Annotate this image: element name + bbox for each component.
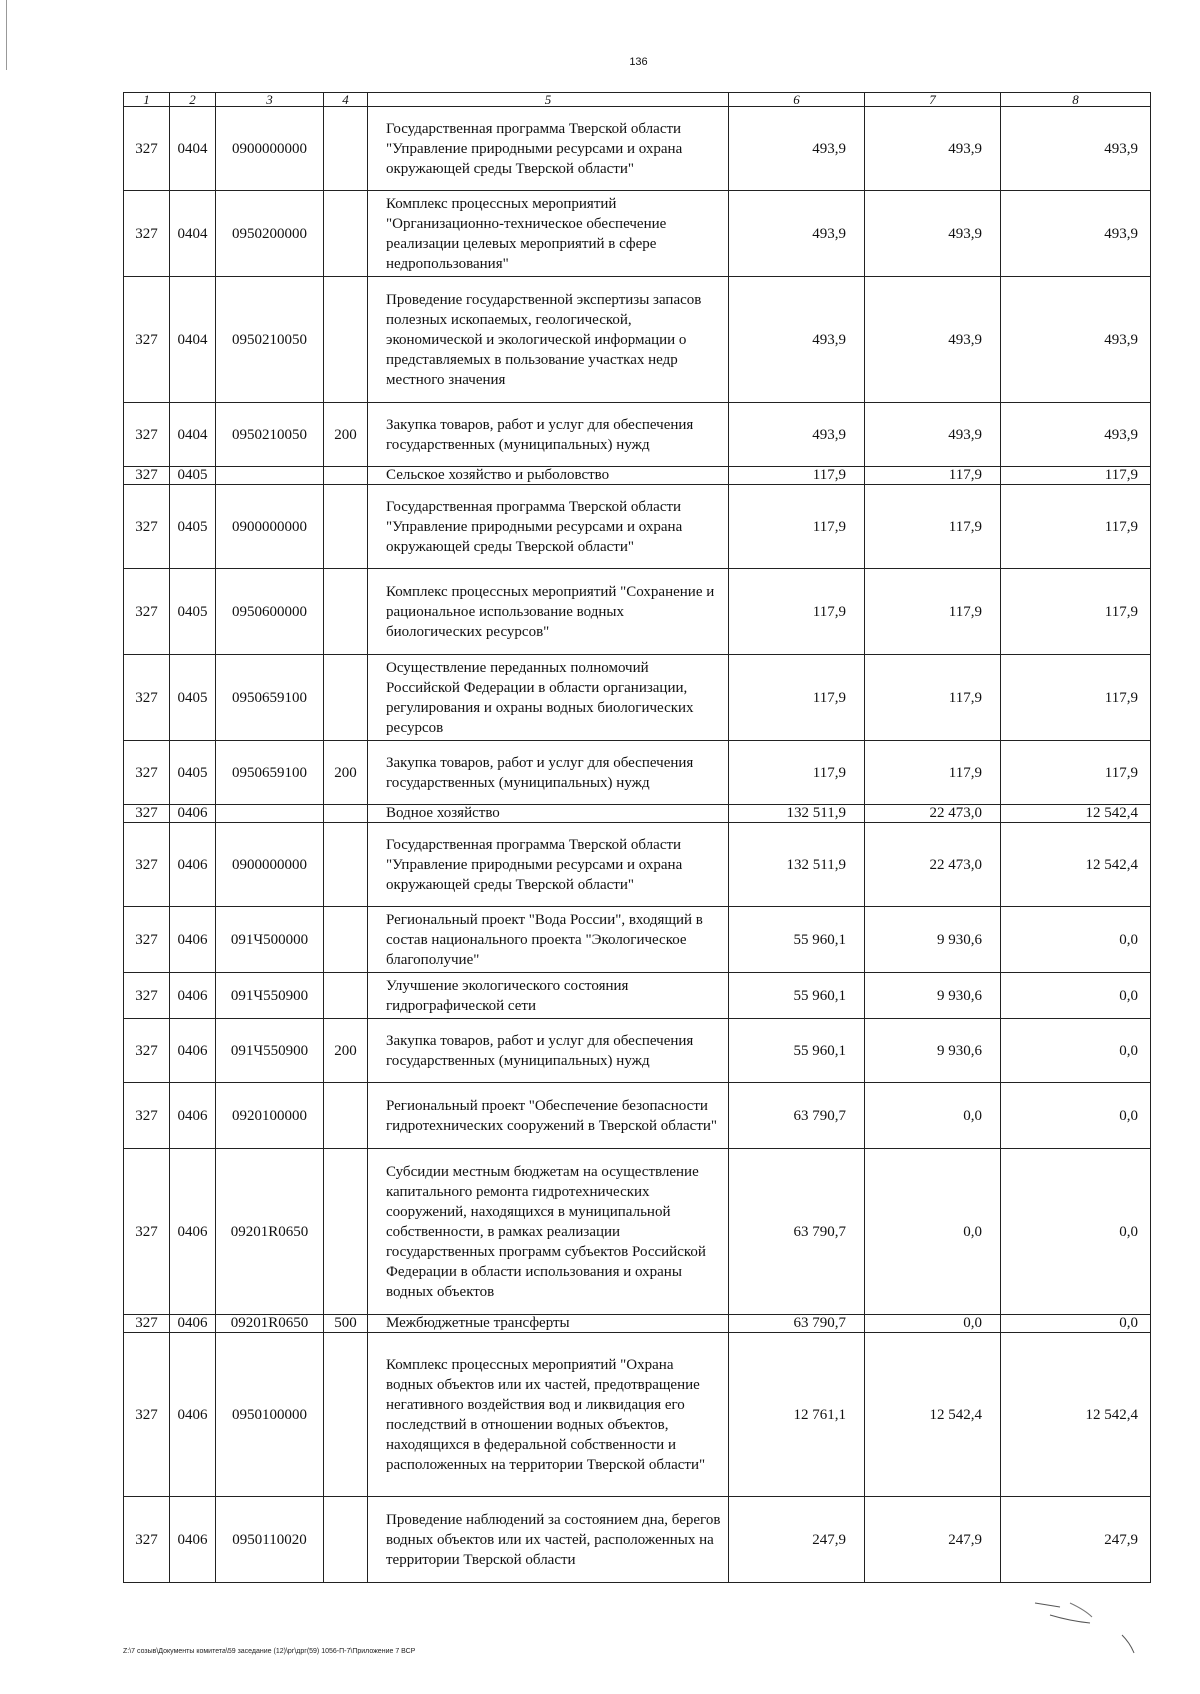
cell-subsection: 0405	[170, 741, 216, 805]
cell-name: Межбюджетные трансферты	[368, 1315, 729, 1333]
cell-subsection: 0406	[170, 805, 216, 823]
col-header-3: 3	[216, 93, 324, 107]
cell-expense-type: 500	[324, 1315, 368, 1333]
cell-expense-type	[324, 823, 368, 907]
cell-section: 327	[124, 1083, 170, 1149]
cell-subsection: 0406	[170, 1497, 216, 1583]
cell-amount-year-3: 247,9	[1001, 1497, 1151, 1583]
cell-amount-year-2: 493,9	[865, 107, 1001, 191]
cell-subsection: 0405	[170, 467, 216, 485]
col-header-1: 1	[124, 93, 170, 107]
cell-section: 327	[124, 191, 170, 277]
cell-expense-type	[324, 569, 368, 655]
cell-amount-year-3: 0,0	[1001, 907, 1151, 973]
cell-amount-year-2: 9 930,6	[865, 973, 1001, 1019]
cell-amount-year-2: 117,9	[865, 741, 1001, 805]
cell-target-article: 0900000000	[216, 485, 324, 569]
handwritten-mark-icon	[1030, 1595, 1140, 1675]
cell-amount-year-3: 493,9	[1001, 191, 1151, 277]
table-row	[124, 973, 1151, 1019]
budget-table	[123, 92, 1151, 1583]
cell-target-article: 0900000000	[216, 823, 324, 907]
table-row	[124, 1497, 1151, 1583]
cell-section: 327	[124, 741, 170, 805]
col-header-7: 7	[865, 93, 1001, 107]
cell-target-article: 0950659100	[216, 741, 324, 805]
table-row	[124, 485, 1151, 569]
cell-name: Государственная программа Тверской области "Управление природными ресурсами и охрана окружающей среды Тверской области"	[368, 485, 729, 569]
cell-amount-year-1: 12 761,1	[729, 1333, 865, 1497]
cell-expense-type	[324, 277, 368, 403]
cell-amount-year-2: 493,9	[865, 191, 1001, 277]
cell-target-article: 0950210050	[216, 277, 324, 403]
cell-amount-year-1: 117,9	[729, 655, 865, 741]
cell-expense-type	[324, 1497, 368, 1583]
cell-amount-year-2: 117,9	[865, 569, 1001, 655]
cell-target-article: 0950200000	[216, 191, 324, 277]
cell-subsection: 0406	[170, 1019, 216, 1083]
cell-expense-type	[324, 467, 368, 485]
cell-target-article: 0950600000	[216, 569, 324, 655]
cell-name: Проведение наблюдений за состоянием дна, берегов водных объектов или их частей, расположенных на территории Тверской области	[368, 1497, 729, 1583]
cell-subsection: 0404	[170, 277, 216, 403]
cell-amount-year-3: 12 542,4	[1001, 805, 1151, 823]
cell-section: 327	[124, 1315, 170, 1333]
cell-amount-year-3: 0,0	[1001, 973, 1151, 1019]
cell-amount-year-2: 117,9	[865, 485, 1001, 569]
cell-target-article: 0920100000	[216, 1083, 324, 1149]
cell-amount-year-2: 9 930,6	[865, 907, 1001, 973]
cell-amount-year-3: 0,0	[1001, 1149, 1151, 1315]
cell-amount-year-1: 117,9	[729, 467, 865, 485]
cell-name: Сельское хозяйство и рыболовство	[368, 467, 729, 485]
cell-expense-type	[324, 1083, 368, 1149]
cell-subsection: 0405	[170, 655, 216, 741]
col-header-2: 2	[170, 93, 216, 107]
table-body	[124, 107, 1151, 1583]
cell-amount-year-2: 0,0	[865, 1149, 1001, 1315]
table-row	[124, 907, 1151, 973]
cell-section: 327	[124, 107, 170, 191]
header-row	[124, 93, 1151, 107]
cell-amount-year-3: 12 542,4	[1001, 1333, 1151, 1497]
cell-name: Региональный проект "Обеспечение безопасности гидротехнических сооружений в Тверской области"	[368, 1083, 729, 1149]
cell-subsection: 0406	[170, 823, 216, 907]
cell-name: Государственная программа Тверской области "Управление природными ресурсами и охрана окружающей среды Тверской области"	[368, 107, 729, 191]
cell-target-article: 0900000000	[216, 107, 324, 191]
footer-file-path: Z:\7 созыв\Документы комитета\59 заседание (12)\рг\дрг(59) 1056-П-7\Приложение 7 ВСР	[123, 1648, 416, 1655]
col-header-5: 5	[368, 93, 729, 107]
cell-target-article: 0950100000	[216, 1333, 324, 1497]
table-row	[124, 655, 1151, 741]
cell-name: Комплекс процессных мероприятий "Сохранение и рациональное использование водных биологических ресурсов"	[368, 569, 729, 655]
cell-expense-type	[324, 485, 368, 569]
cell-target-article: 0950659100	[216, 655, 324, 741]
table-row	[124, 1019, 1151, 1083]
cell-name: Закупка товаров, работ и услуг для обеспечения государственных (муниципальных) нужд	[368, 741, 729, 805]
cell-amount-year-1: 493,9	[729, 191, 865, 277]
cell-name: Закупка товаров, работ и услуг для обеспечения государственных (муниципальных) нужд	[368, 1019, 729, 1083]
table-row	[124, 741, 1151, 805]
cell-name: Региональный проект "Вода России", входящий в состав национального проекта "Экологическое благополучие"	[368, 907, 729, 973]
cell-amount-year-1: 132 511,9	[729, 823, 865, 907]
cell-amount-year-1: 63 790,7	[729, 1149, 865, 1315]
cell-amount-year-1: 117,9	[729, 741, 865, 805]
cell-expense-type: 200	[324, 741, 368, 805]
table-row	[124, 823, 1151, 907]
cell-target-article: 0950110020	[216, 1497, 324, 1583]
cell-amount-year-3: 0,0	[1001, 1083, 1151, 1149]
cell-target-article: 0950210050	[216, 403, 324, 467]
table-row	[124, 1333, 1151, 1497]
cell-section: 327	[124, 1149, 170, 1315]
cell-amount-year-2: 12 542,4	[865, 1333, 1001, 1497]
cell-subsection: 0404	[170, 403, 216, 467]
cell-name: Комплекс процессных мероприятий "Охрана водных объектов или их частей, предотвращение негативного воздействия вод и ликвидация его последствий в отношении водных объектов, находящихся в федеральной собственности и расположенных на территории Тверской области"	[368, 1333, 729, 1497]
cell-expense-type	[324, 907, 368, 973]
cell-amount-year-1: 63 790,7	[729, 1083, 865, 1149]
cell-expense-type: 200	[324, 1019, 368, 1083]
cell-target-article: 091Ч550900	[216, 973, 324, 1019]
cell-name: Улучшение экологического состояния гидрографической сети	[368, 973, 729, 1019]
cell-name: Закупка товаров, работ и услуг для обеспечения государственных (муниципальных) нужд	[368, 403, 729, 467]
table-row	[124, 1315, 1151, 1333]
cell-amount-year-2: 0,0	[865, 1083, 1001, 1149]
cell-amount-year-1: 493,9	[729, 277, 865, 403]
cell-amount-year-3: 0,0	[1001, 1315, 1151, 1333]
cell-amount-year-3: 493,9	[1001, 277, 1151, 403]
cell-section: 327	[124, 1019, 170, 1083]
cell-section: 327	[124, 403, 170, 467]
cell-amount-year-1: 55 960,1	[729, 1019, 865, 1083]
cell-subsection: 0406	[170, 1333, 216, 1497]
cell-name: Комплекс процессных мероприятий "Организационно-техническое обеспечение реализации целевых мероприятий в сфере недропользования"	[368, 191, 729, 277]
table-row	[124, 805, 1151, 823]
cell-amount-year-1: 117,9	[729, 569, 865, 655]
cell-amount-year-1: 493,9	[729, 107, 865, 191]
table-row	[124, 569, 1151, 655]
cell-amount-year-3: 117,9	[1001, 655, 1151, 741]
cell-expense-type	[324, 805, 368, 823]
cell-expense-type	[324, 191, 368, 277]
table-row	[124, 277, 1151, 403]
cell-amount-year-2: 117,9	[865, 467, 1001, 485]
cell-amount-year-3: 493,9	[1001, 107, 1151, 191]
cell-name: Государственная программа Тверской области "Управление природными ресурсами и охрана окружающей среды Тверской области"	[368, 823, 729, 907]
cell-target-article: 09201R0650	[216, 1315, 324, 1333]
cell-expense-type: 200	[324, 403, 368, 467]
cell-amount-year-3: 117,9	[1001, 569, 1151, 655]
cell-subsection: 0405	[170, 569, 216, 655]
cell-subsection: 0404	[170, 191, 216, 277]
table-row	[124, 191, 1151, 277]
cell-name: Осуществление переданных полномочий Российской Федерации в области организации, регулирования и охраны водных биологических ресурсов	[368, 655, 729, 741]
cell-target-article	[216, 805, 324, 823]
cell-amount-year-3: 117,9	[1001, 741, 1151, 805]
cell-section: 327	[124, 655, 170, 741]
cell-amount-year-2: 22 473,0	[865, 823, 1001, 907]
cell-section: 327	[124, 973, 170, 1019]
cell-amount-year-3: 0,0	[1001, 1019, 1151, 1083]
cell-section: 327	[124, 1497, 170, 1583]
cell-subsection: 0406	[170, 907, 216, 973]
cell-section: 327	[124, 805, 170, 823]
cell-section: 327	[124, 569, 170, 655]
cell-subsection: 0405	[170, 485, 216, 569]
cell-expense-type	[324, 655, 368, 741]
cell-amount-year-1: 55 960,1	[729, 907, 865, 973]
cell-target-article: 091Ч550900	[216, 1019, 324, 1083]
table-row	[124, 403, 1151, 467]
cell-amount-year-3: 117,9	[1001, 467, 1151, 485]
table-row	[124, 107, 1151, 191]
cell-amount-year-2: 117,9	[865, 655, 1001, 741]
cell-amount-year-1: 247,9	[729, 1497, 865, 1583]
cell-expense-type	[324, 107, 368, 191]
cell-subsection: 0406	[170, 1083, 216, 1149]
cell-expense-type	[324, 973, 368, 1019]
cell-amount-year-1: 132 511,9	[729, 805, 865, 823]
table-row	[124, 467, 1151, 485]
cell-amount-year-1: 63 790,7	[729, 1315, 865, 1333]
cell-amount-year-2: 22 473,0	[865, 805, 1001, 823]
cell-amount-year-1: 117,9	[729, 485, 865, 569]
cell-target-article	[216, 467, 324, 485]
cell-subsection: 0406	[170, 1149, 216, 1315]
cell-target-article: 091Ч500000	[216, 907, 324, 973]
cell-amount-year-2: 9 930,6	[865, 1019, 1001, 1083]
cell-amount-year-2: 493,9	[865, 403, 1001, 467]
cell-amount-year-1: 493,9	[729, 403, 865, 467]
cell-name: Субсидии местным бюджетам на осуществление капитального ремонта гидротехнических сооружений, находящихся в муниципальной собственности, в рамках реализации государственных программ субъектов Российской Федерации в области использования и охраны водных объектов	[368, 1149, 729, 1315]
cell-name: Водное хозяйство	[368, 805, 729, 823]
table-row	[124, 1149, 1151, 1315]
cell-expense-type	[324, 1333, 368, 1497]
cell-subsection: 0406	[170, 1315, 216, 1333]
cell-section: 327	[124, 823, 170, 907]
cell-amount-year-2: 247,9	[865, 1497, 1001, 1583]
col-header-4: 4	[324, 93, 368, 107]
cell-amount-year-3: 493,9	[1001, 403, 1151, 467]
page-number: 136	[629, 56, 648, 68]
cell-target-article: 09201R0650	[216, 1149, 324, 1315]
cell-section: 327	[124, 485, 170, 569]
table-row	[124, 1083, 1151, 1149]
cell-expense-type	[324, 1149, 368, 1315]
cell-section: 327	[124, 1333, 170, 1497]
col-header-8: 8	[1001, 93, 1151, 107]
cell-name: Проведение государственной экспертизы запасов полезных ископаемых, геологической, экономической и экологической информации о представляемых в пользование участках недр местного значения	[368, 277, 729, 403]
cell-section: 327	[124, 907, 170, 973]
cell-amount-year-2: 0,0	[865, 1315, 1001, 1333]
cell-amount-year-2: 493,9	[865, 277, 1001, 403]
cell-section: 327	[124, 277, 170, 403]
col-header-6: 6	[729, 93, 865, 107]
cell-amount-year-3: 12 542,4	[1001, 823, 1151, 907]
cell-subsection: 0406	[170, 973, 216, 1019]
cell-amount-year-1: 55 960,1	[729, 973, 865, 1019]
cell-section: 327	[124, 467, 170, 485]
cell-subsection: 0404	[170, 107, 216, 191]
cell-amount-year-3: 117,9	[1001, 485, 1151, 569]
